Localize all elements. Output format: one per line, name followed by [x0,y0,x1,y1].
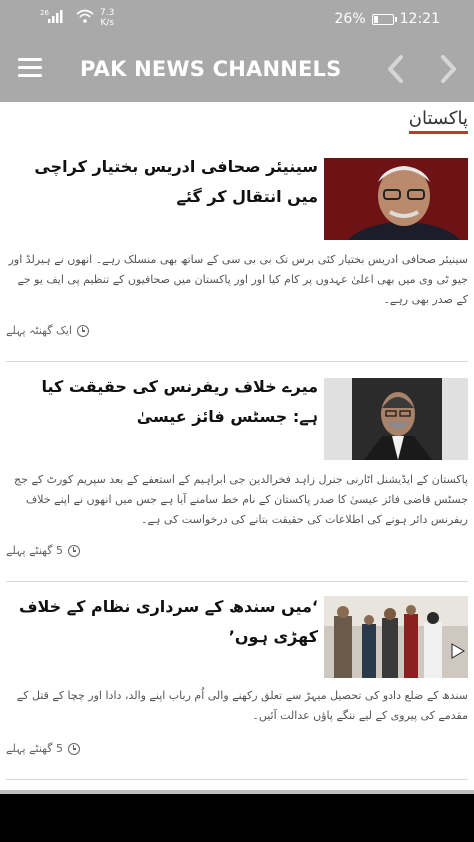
clock-icon [68,743,80,755]
battery-icon [372,14,394,25]
signal-icon [40,9,70,27]
article-headline[interactable]: میرے خلاف ریفرنس کی حقیقت کیا ہے: جسٹس فائز عیسیٰ [41,377,318,426]
article-time-label: 5 گھنٹے پہلے [6,544,63,557]
section-title: پاکستان [409,108,468,134]
article-time [6,324,89,337]
status-bar [0,0,474,38]
hamburger-menu-icon[interactable] [18,58,42,80]
article-time-label: 5 گھنٹے پہلے [6,742,63,755]
system-navigation-bar [0,794,474,842]
clock-icon [77,325,89,337]
status-right [335,11,440,27]
app-bar [0,38,474,102]
article-time [6,544,80,557]
news-list [0,102,474,790]
network-speed-value: 7.3 [100,8,115,18]
article-thumbnail[interactable] [324,596,468,678]
article-time-label: ایک گھنٹہ پہلے [6,324,72,337]
article-headline[interactable]: سینیئر صحافی ادریس بختیار کراچی میں انتقال کر گئے [34,157,318,206]
network-speed [100,8,114,28]
article-summary: سینیئر صحافی ادریس بختیار کئی برس تک بی بی سی کے ساتھ بھی منسلک رہے۔ انھوں نے ہیرلڈ اور جیو ٹی وی میں بھی اعلیٰ عہدوں پر کام کیا اور اور پاکستان میں صحافیوں کے تنظیم پی ایف یو جے کے صدر بھی رہے۔ [8,253,468,306]
app-title: PAK NEWS CHANNELS [80,57,342,81]
chevron-left-icon[interactable] [381,51,411,87]
article-card[interactable] [6,148,468,368]
clock-time: 12:21 [399,11,440,27]
article-card[interactable] [6,368,468,578]
article-time [6,742,80,755]
wifi-icon [76,9,94,27]
divider [6,581,468,582]
status-left [40,8,114,28]
article-summary: پاکستان کے ایڈیشنل اٹارنی جنرل زاہد فخرالدین جی ابراہیم کے استعفے کے بعد سپریم کورٹ کے جج جسٹس قاضی فائز عیسیٰ کا صدر پاکستان کے نام خط سامنے آیا ہے جس میں انھوں نے اپنے خلاف ریفرنس دائر ہونے کی اطلاعات کی حقیقت بتانے کی درخواست کی ہے۔ [14,473,468,526]
divider [6,779,468,780]
article-headline[interactable]: ‘میں سندھ کے سرداری نظام کے خلاف کھڑی ہوں’ [18,597,318,646]
network-speed-unit: K/s [100,18,114,28]
article-thumbnail[interactable] [324,158,468,240]
article-card[interactable] [6,586,468,790]
signal-label: 26 [40,9,49,17]
clock-icon [68,545,80,557]
battery-percent: 26% [334,11,366,27]
article-thumbnail[interactable] [324,378,468,460]
chevron-right-icon[interactable] [433,51,463,87]
divider [6,361,468,362]
article-summary: سندھ کے ضلع دادو کی تحصیل میہڑ سے تعلق رکھنے والی اُم رباب اپنے والد، دادا اور چچا کے قتل کے مقدمے کی پیروی کے لیے ننگے پاؤں عدالت آئیں۔ [16,689,468,722]
